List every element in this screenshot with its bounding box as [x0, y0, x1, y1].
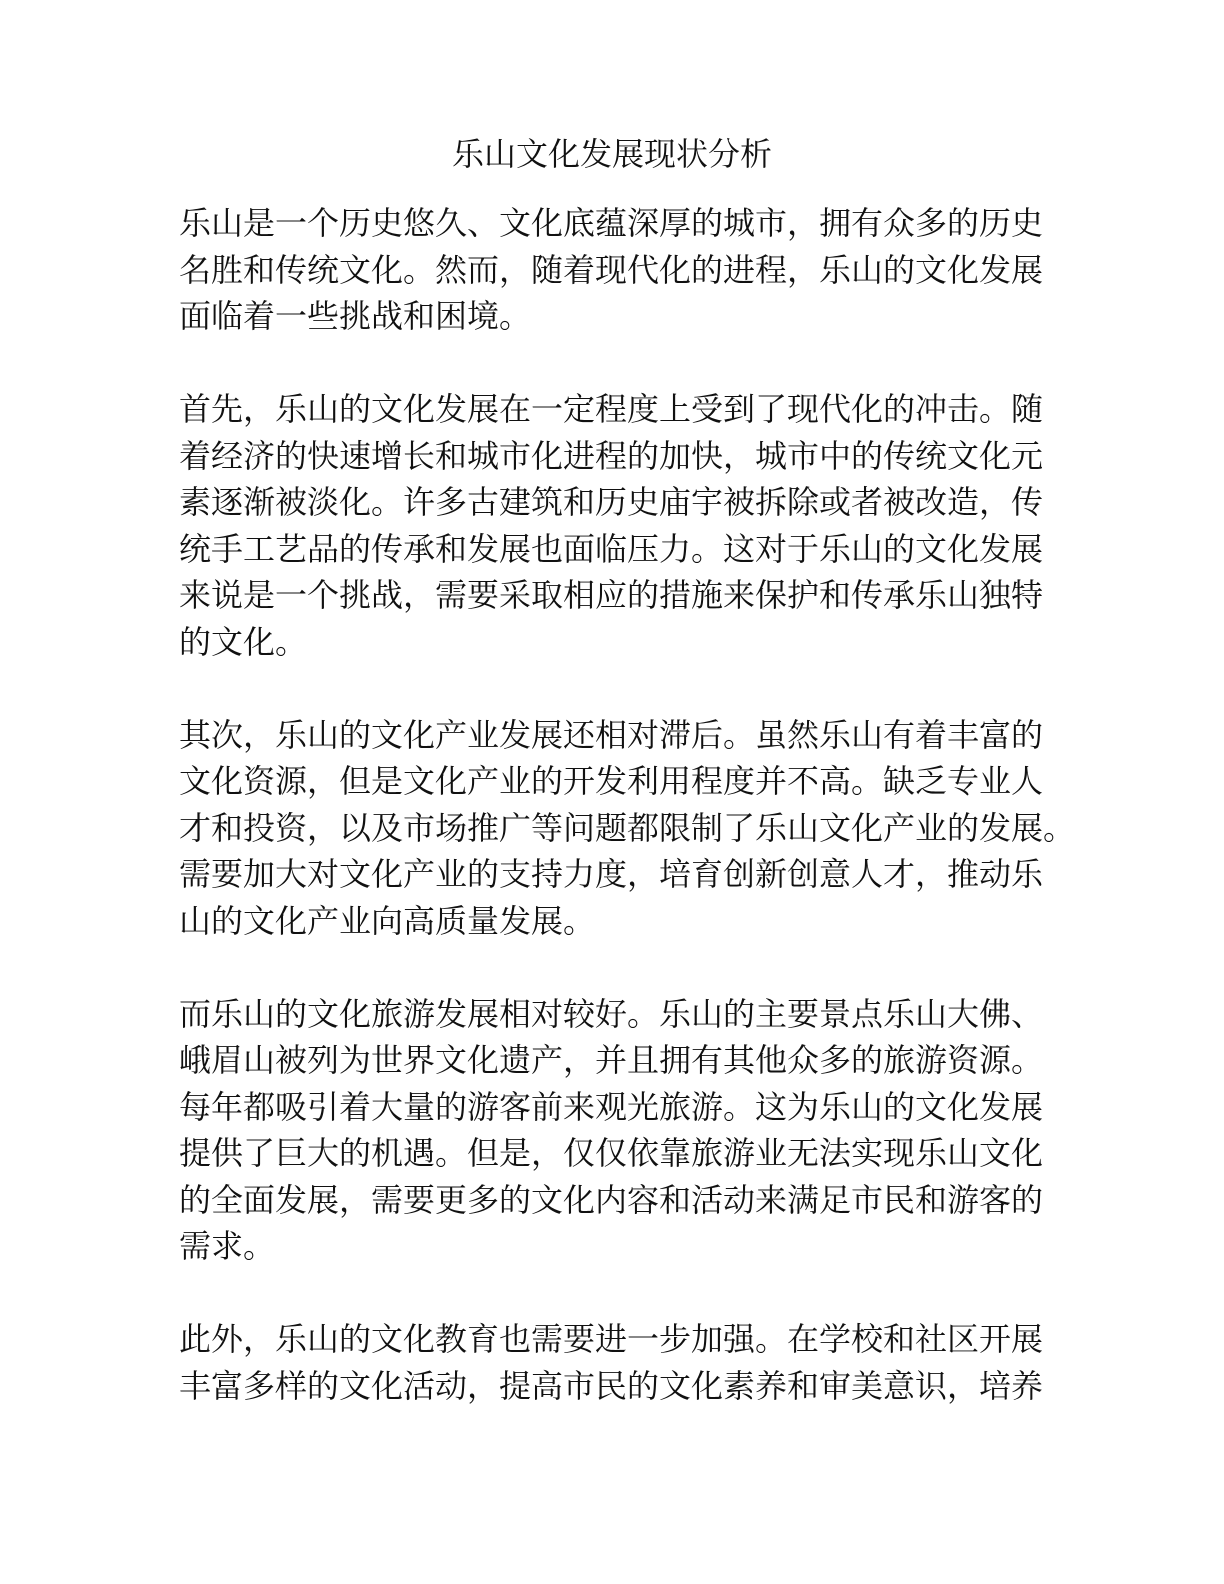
paragraph-4	[179, 991, 1045, 1270]
paragraph-line: 峨眉山被列为世界文化遗产，并且拥有其他众多的旅游资源。	[179, 1041, 1044, 1079]
paragraph-line: 才和投资，以及市场推广等问题都限制了乐山文化产业的发展。	[179, 808, 1076, 847]
paragraph-line: 面临着一些挑战和困境。	[179, 297, 532, 335]
paragraph-line: 首先，乐山的文化发展在一定程度上受到了现代化的冲击。随	[179, 390, 1044, 428]
paragraph-line: 的全面发展，需要更多的文化内容和活动来满足市民和游客的	[179, 1180, 1044, 1219]
paragraph-line: 其次，乐山的文化产业发展还相对滞后。虽然乐山有着丰富的	[179, 715, 1044, 754]
paragraph-line: 名胜和传统文化。然而，随着现代化的进程，乐山的文化发展	[179, 250, 1044, 289]
paragraph-line: 的文化。	[179, 622, 308, 661]
paragraph-line: 丰富多样的文化活动，提高市民的文化素养和审美意识，培养	[179, 1366, 1044, 1405]
paragraph-line: 着经济的快速增长和城市化进程的加快，城市中的传统文化元	[179, 436, 1044, 475]
document-body	[179, 200, 1076, 1456]
paragraph-line: 每年都吸引着大量的游客前来观光旅游。这为乐山的文化发展	[179, 1087, 1044, 1126]
paragraph-line: 提供了巨大的机遇。但是，仅仅依靠旅游业无法实现乐山文化	[179, 1134, 1044, 1172]
paragraph-2	[179, 386, 1045, 665]
paragraph-line: 文化资源，但是文化产业的开发利用程度并不高。缺乏专业人	[179, 762, 1044, 800]
document-title: 乐山文化发展现状分析	[451, 135, 772, 173]
paragraph-line: 而乐山的文化旅游发展相对较好。乐山的主要景点乐山大佛、	[179, 994, 1044, 1033]
paragraph-3	[179, 712, 1076, 945]
paragraph-line: 乐山是一个历史悠久、文化底蕴深厚的城市，拥有众多的历史	[179, 204, 1044, 242]
paragraph-line: 此外，乐山的文化教育也需要进一步加强。在学校和社区开展	[179, 1320, 1044, 1358]
paragraph-line: 素逐渐被淡化。许多古建筑和历史庙宇被拆除或者被改造，传	[179, 483, 1044, 521]
paragraph-line: 来说是一个挑战，需要采取相应的措施来保护和传承乐山独特	[179, 576, 1044, 614]
paragraph-line: 山的文化产业向高质量发展。	[179, 901, 596, 940]
paragraph-line: 需要加大对文化产业的支持力度，培育创新创意人才，推动乐	[179, 855, 1044, 893]
paragraph-5	[179, 1316, 1045, 1409]
paragraph-line: 需求。	[179, 1227, 276, 1265]
paragraph-line: 统手工艺品的传承和发展也面临压力。这对于乐山的文化发展	[179, 529, 1044, 568]
paragraph-1	[179, 200, 1045, 340]
